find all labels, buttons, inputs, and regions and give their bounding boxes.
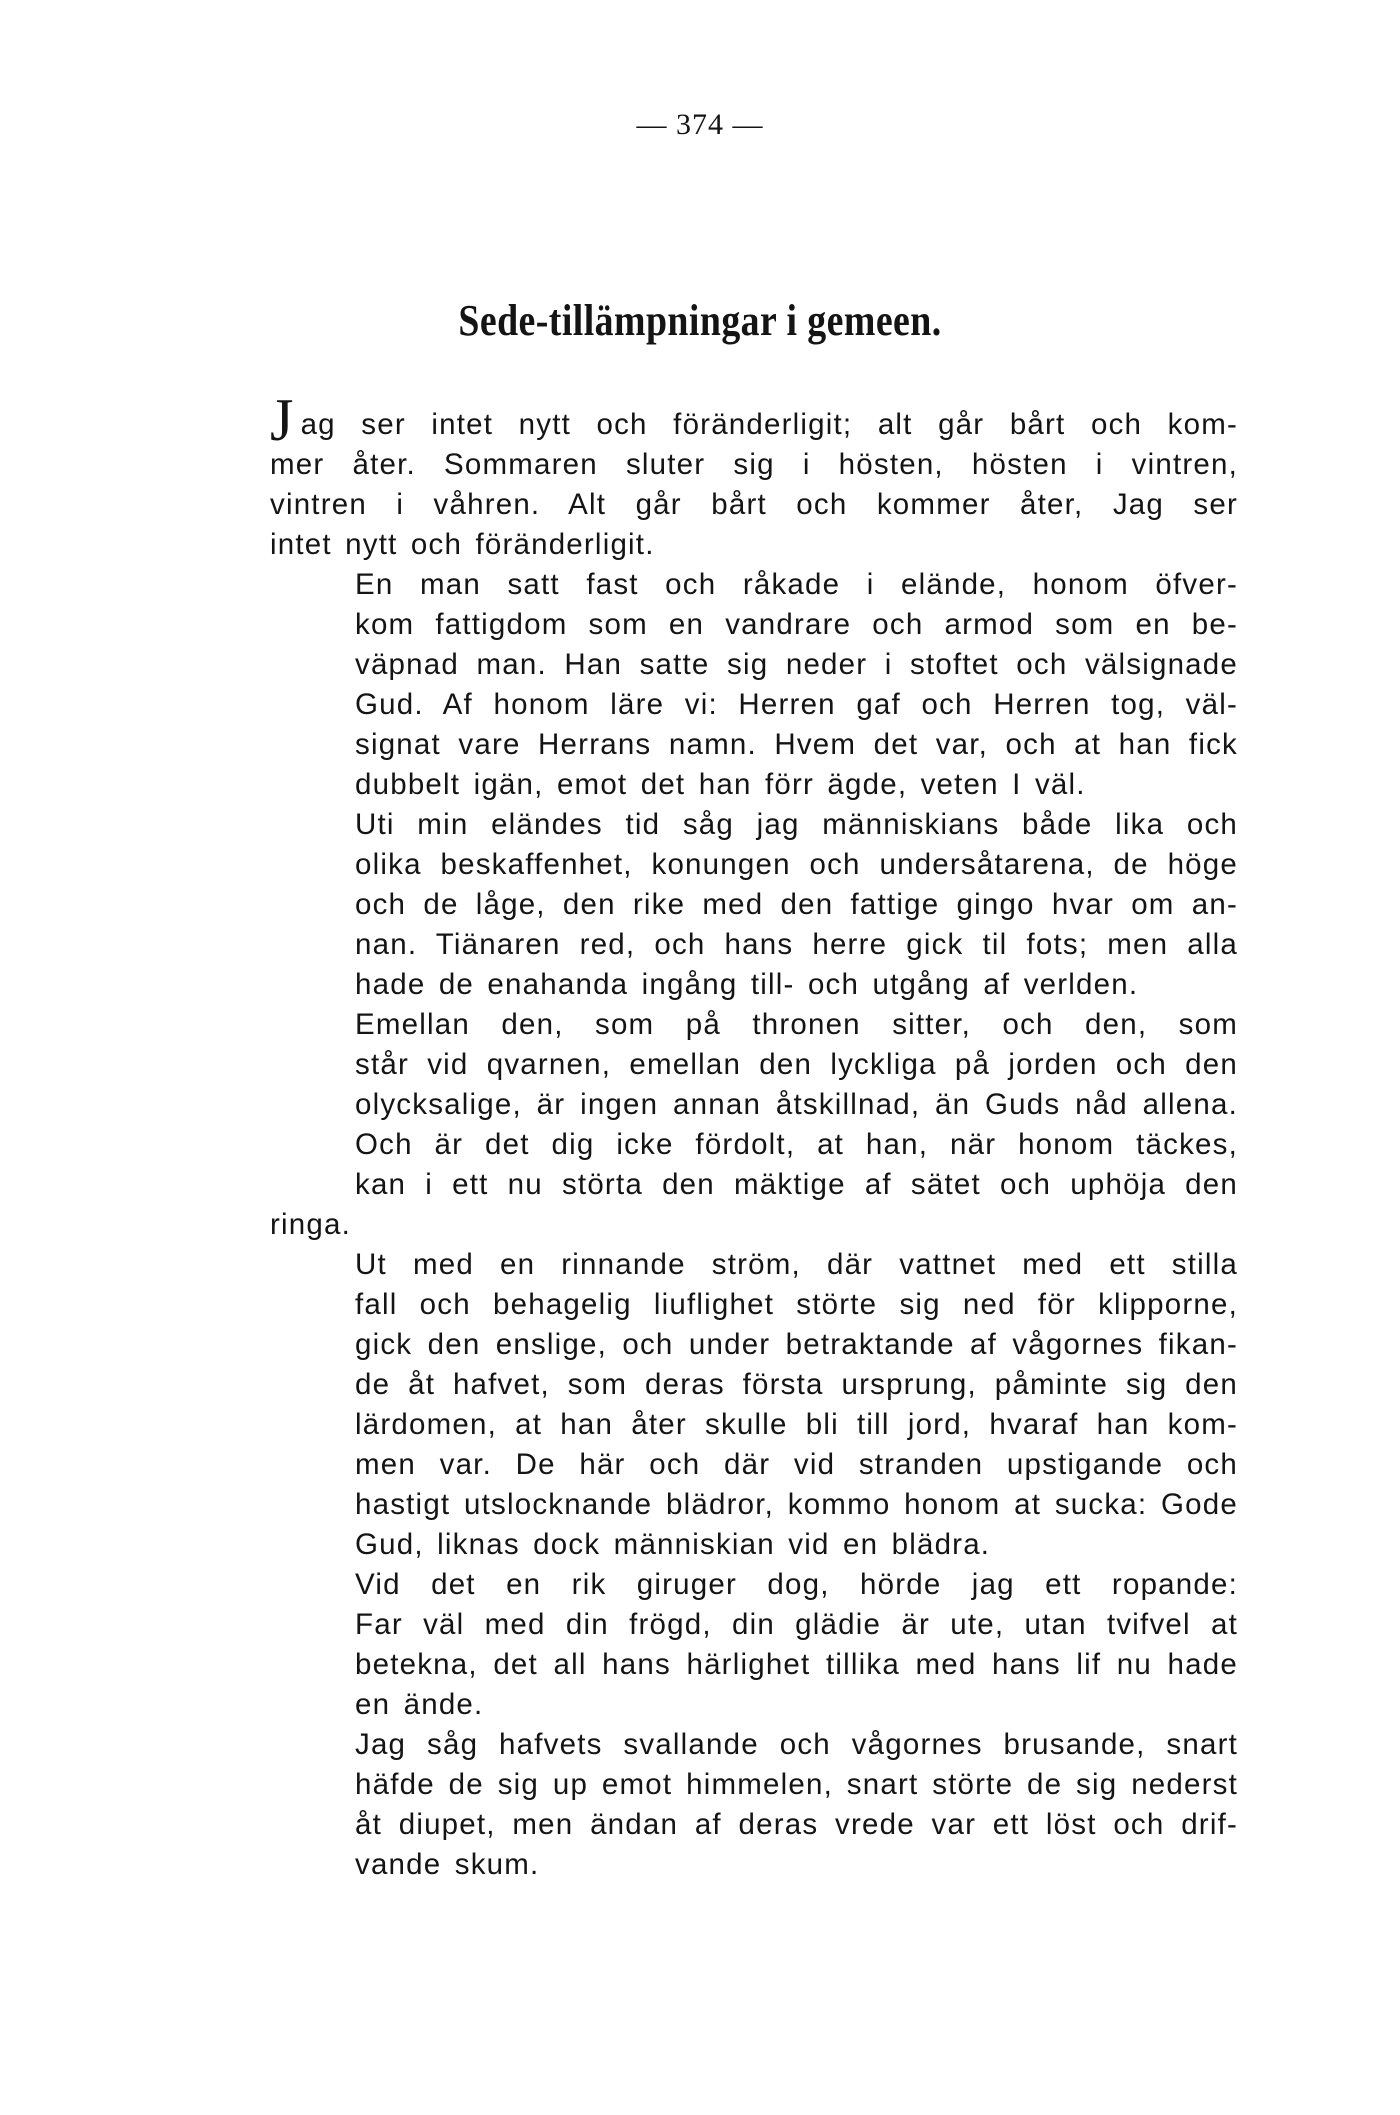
text-line: Far väl med din frögd, din glädie är ute, utan tvifvel at [355, 1608, 1238, 1641]
text-line: Och är det dig icke fördolt, at han, när honom täckes, [355, 1128, 1238, 1161]
text-line: och de låge, den rike med den fattige gingo hvar om an- [355, 888, 1238, 921]
text-line: en ände. [355, 1688, 484, 1721]
text-line: Jag ser intet nytt och föränderligit; alt går bårt och kom- [270, 387, 1238, 453]
text-line: kan i ett nu störta den mäktige af sätet och uphöja den ringa. [270, 1168, 1238, 1241]
text-line: lärdomen, at han åter skulle bli till jord, hvaraf han kom- [355, 1408, 1238, 1441]
text-line: betekna, det all hans härlighet tillika med hans lif nu hade [355, 1648, 1238, 1681]
text-line: vande skum. [355, 1848, 540, 1881]
text-line: hastigt utslocknande blädror, kommo honom at sucka: Gode [355, 1488, 1238, 1521]
text-line: Uti min eländes tid såg jag människians både lika och [355, 808, 1238, 841]
text-line: Vid det en rik giruger dog, hörde jag ett ropande: [355, 1568, 1238, 1601]
text-line: intet nytt och föränderligit. [270, 528, 655, 561]
text-line: olycksalige, är ingen annan åtskillnad, än Guds nåd allena. [355, 1088, 1238, 1121]
text-line: Emellan den, som på thronen sitter, och den, som [355, 1008, 1238, 1041]
text-line: gick den enslige, och under betraktande af vågornes fikan- [355, 1328, 1238, 1361]
text-line: dubbelt igän, emot det han förr ägde, veten I väl. [355, 768, 1086, 801]
paragraph [270, 387, 1238, 565]
paragraph [270, 1565, 1238, 1725]
text-line: signat vare Herrans namn. Hvem det var, och at han fick [355, 728, 1238, 761]
page-number: — 374 — [636, 108, 764, 141]
text-line: Jag såg hafvets svallande och vågornes brusande, snart [355, 1728, 1238, 1761]
text-line: fall och behagelig liuflighet störte sig ned för klipporne, [355, 1288, 1238, 1321]
text-line: En man satt fast och råkade i elände, honom öfver- [355, 568, 1238, 601]
text-line: nan. Tiänaren red, och hans herre gick til fots; men alla [355, 928, 1238, 961]
text-line: Gud. Af honom läre vi: Herren gaf och Herren tog, väl- [355, 688, 1238, 721]
paragraph [270, 1725, 1238, 1885]
dropcap-letter: J [270, 387, 295, 453]
text-line: vintren i våhren. Alt går bårt och kommer åter, Jag ser [270, 488, 1238, 521]
text-line: olika beskaffenhet, konungen och undersåtarena, de höge [355, 848, 1238, 881]
paragraph [270, 565, 1238, 805]
text-line: står vid qvarnen, emellan den lyckliga på jorden och den [355, 1048, 1238, 1081]
text-line: men var. De här och där vid stranden upstigande och [355, 1448, 1238, 1481]
chapter-title: Sede-tillämpningar i gemeen. [458, 296, 942, 345]
text-line: de åt hafvet, som deras första ursprung, påminte sig den [355, 1368, 1238, 1401]
text-line: kom fattigdom som en vandrare och armod som en be- [355, 608, 1238, 641]
text-line: hade de enahanda ingång till- och utgång af verlden. [355, 968, 1139, 1001]
paragraph [270, 1005, 1238, 1245]
text-line: Ut med en rinnande ström, där vattnet med ett stilla [355, 1248, 1238, 1281]
text-line: Gud, liknas dock människian vid en blädra. [355, 1528, 991, 1561]
paragraph [270, 1245, 1238, 1565]
text-line: åt diupet, men ändan af deras vrede var ett löst och drif- [355, 1808, 1238, 1841]
text-line: väpnad man. Han satte sig neder i stoftet och välsignade [355, 648, 1238, 681]
paragraph [270, 805, 1238, 1005]
text-line: mer åter. Sommaren sluter sig i hösten, hösten i vintren, [270, 448, 1238, 481]
text-line: häfde de sig up emot himmelen, snart störte de sig nederst [355, 1768, 1238, 1801]
body-text [270, 387, 1238, 1885]
